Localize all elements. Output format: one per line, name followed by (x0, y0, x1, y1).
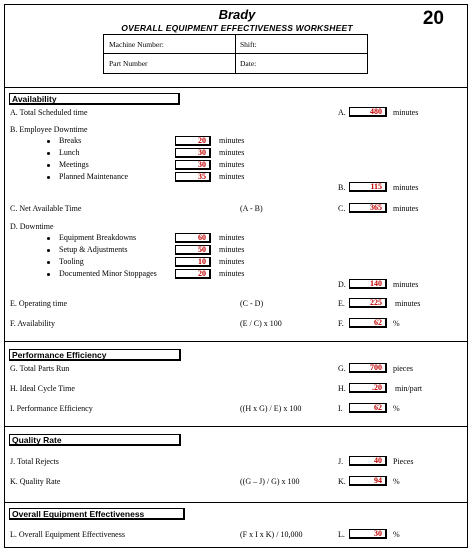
availability-label: F. Availability (10, 319, 55, 328)
bullet-icon (47, 152, 50, 155)
oee-heading: Overall Equipment Effectiveness (9, 508, 185, 520)
availability-formula: (E / C) x 100 (240, 319, 282, 328)
letter-d: D. (338, 280, 346, 289)
setup-adjustments-unit: minutes (219, 245, 245, 254)
lunch-label: Lunch (59, 148, 80, 157)
oee-formula: (F x I x K) / 10,000 (240, 530, 303, 539)
letter-e: E. (338, 299, 345, 308)
lunch-value[interactable]: 30 (175, 148, 211, 158)
oee-value[interactable]: 30 (349, 529, 387, 539)
breaks-value[interactable]: 20 (175, 136, 211, 146)
letter-a: A. (338, 108, 346, 117)
shift-field[interactable]: Shift: (240, 40, 257, 49)
tooling-value[interactable]: 10 (175, 257, 211, 267)
part-number-field[interactable]: Part Number (109, 59, 148, 68)
performance-efficiency-unit: % (393, 404, 400, 413)
operating-time-value[interactable]: 225 (349, 298, 387, 308)
downtime-total-unit: minutes (393, 280, 419, 289)
total-parts-label: G. Total Parts Run (10, 364, 70, 373)
total-parts-unit: pieces (393, 364, 413, 373)
total-rejects-label: J. Total Rejects (10, 457, 59, 466)
performance-efficiency-value[interactable]: 62 (349, 403, 387, 413)
letter-b: B. (338, 183, 346, 192)
meetings-value[interactable]: 30 (175, 160, 211, 170)
setup-adjustments-value[interactable]: 50 (175, 245, 211, 255)
letter-c: C. (338, 204, 346, 213)
operating-time-formula: (C - D) (240, 299, 264, 308)
tooling-unit: minutes (219, 257, 245, 266)
letter-l: L. (338, 530, 345, 539)
oee-label: L. Overall Equipment Effectiveness (10, 530, 125, 539)
bullet-icon (47, 237, 50, 240)
net-available-unit: minutes (393, 204, 419, 213)
section-divider (5, 87, 467, 88)
downtime-label: D. Downtime (10, 222, 54, 231)
cycle-time-label: H. Ideal Cycle Time (10, 384, 75, 393)
planned-maintenance-value[interactable]: 35 (175, 172, 211, 182)
availability-unit: % (393, 319, 400, 328)
total-scheduled-value[interactable]: 480 (349, 107, 387, 117)
letter-g: G. (338, 364, 346, 373)
employee-downtime-label: B. Employee Downtime (10, 125, 88, 134)
bullet-icon (47, 273, 50, 276)
employee-downtime-unit: minutes (393, 183, 419, 192)
lunch-unit: minutes (219, 148, 245, 157)
letter-k: K. (338, 477, 346, 486)
total-rejects-value[interactable]: 40 (349, 456, 387, 466)
availability-value[interactable]: 62 (349, 318, 387, 328)
quality-rate-unit: % (393, 477, 400, 486)
section-divider (5, 341, 467, 342)
net-available-label: C. Net Available Time (10, 204, 82, 213)
section-divider (5, 502, 467, 503)
oee-unit: % (393, 530, 400, 539)
date-field[interactable]: Date: (240, 59, 257, 68)
quality-rate-formula: ((G – J) / G) x 100 (240, 477, 300, 486)
performance-efficiency-label: I. Performance Efficiency (10, 404, 93, 413)
availability-heading: Availability (9, 93, 180, 105)
bullet-icon (47, 164, 50, 167)
tooling-label: Tooling (59, 257, 84, 266)
bullet-icon (47, 176, 50, 179)
equipment-breakdowns-value[interactable]: 60 (175, 233, 211, 243)
downtime-total[interactable]: 140 (349, 279, 387, 289)
bullet-icon (47, 261, 50, 264)
operating-time-unit: minutes (395, 299, 421, 308)
header-fields-table (103, 34, 368, 74)
meetings-label: Meetings (59, 160, 89, 169)
equipment-breakdowns-label: Equipment Breakdowns (59, 233, 137, 242)
total-rejects-unit: Pieces (393, 457, 414, 466)
quality-rate-label: K. Quality Rate (10, 477, 61, 486)
section-divider (5, 426, 467, 427)
page-number: 20 (422, 8, 444, 29)
total-scheduled-unit: minutes (393, 108, 419, 117)
cycle-time-unit: min/part (395, 384, 423, 393)
minor-stoppages-label: Documented Minor Stoppages (59, 269, 157, 278)
equipment-breakdowns-unit: minutes (219, 233, 245, 242)
planned-maintenance-label: Planned Maintenance (59, 172, 129, 181)
quality-rate-value[interactable]: 94 (349, 476, 387, 486)
cycle-time-value[interactable]: .20 (349, 383, 387, 393)
bullet-icon (47, 140, 50, 143)
employee-downtime-total[interactable]: 115 (349, 182, 387, 192)
brand-name: Brady (218, 7, 256, 22)
performance-heading: Performance Efficiency (9, 349, 181, 361)
bullet-icon (47, 249, 50, 252)
total-parts-value[interactable]: 700 (349, 363, 387, 373)
meetings-unit: minutes (219, 160, 245, 169)
minor-stoppages-unit: minutes (219, 269, 245, 278)
worksheet-title: OVERALL EQUIPMENT EFFECTIVENESS WORKSHEET (121, 23, 353, 33)
performance-efficiency-formula: ((H x G) / E) x 100 (240, 404, 302, 413)
breaks-unit: minutes (219, 136, 245, 145)
setup-adjustments-label: Setup & Adjustments (59, 245, 128, 254)
total-scheduled-label: A. Total Scheduled time (10, 108, 88, 117)
operating-time-label: E. Operating time (10, 299, 68, 308)
letter-h: H. (338, 384, 346, 393)
minor-stoppages-value[interactable]: 20 (175, 269, 211, 279)
letter-f: F. (338, 319, 344, 328)
planned-maintenance-unit: minutes (219, 172, 245, 181)
machine-number-field[interactable]: Machine Number: (109, 40, 164, 49)
letter-j: J. (338, 457, 344, 466)
net-available-value[interactable]: 365 (349, 203, 387, 213)
quality-heading: Quality Rate (9, 434, 181, 446)
breaks-label: Breaks (59, 136, 82, 145)
letter-i: I. (338, 404, 343, 413)
net-available-formula: (A - B) (240, 204, 263, 213)
